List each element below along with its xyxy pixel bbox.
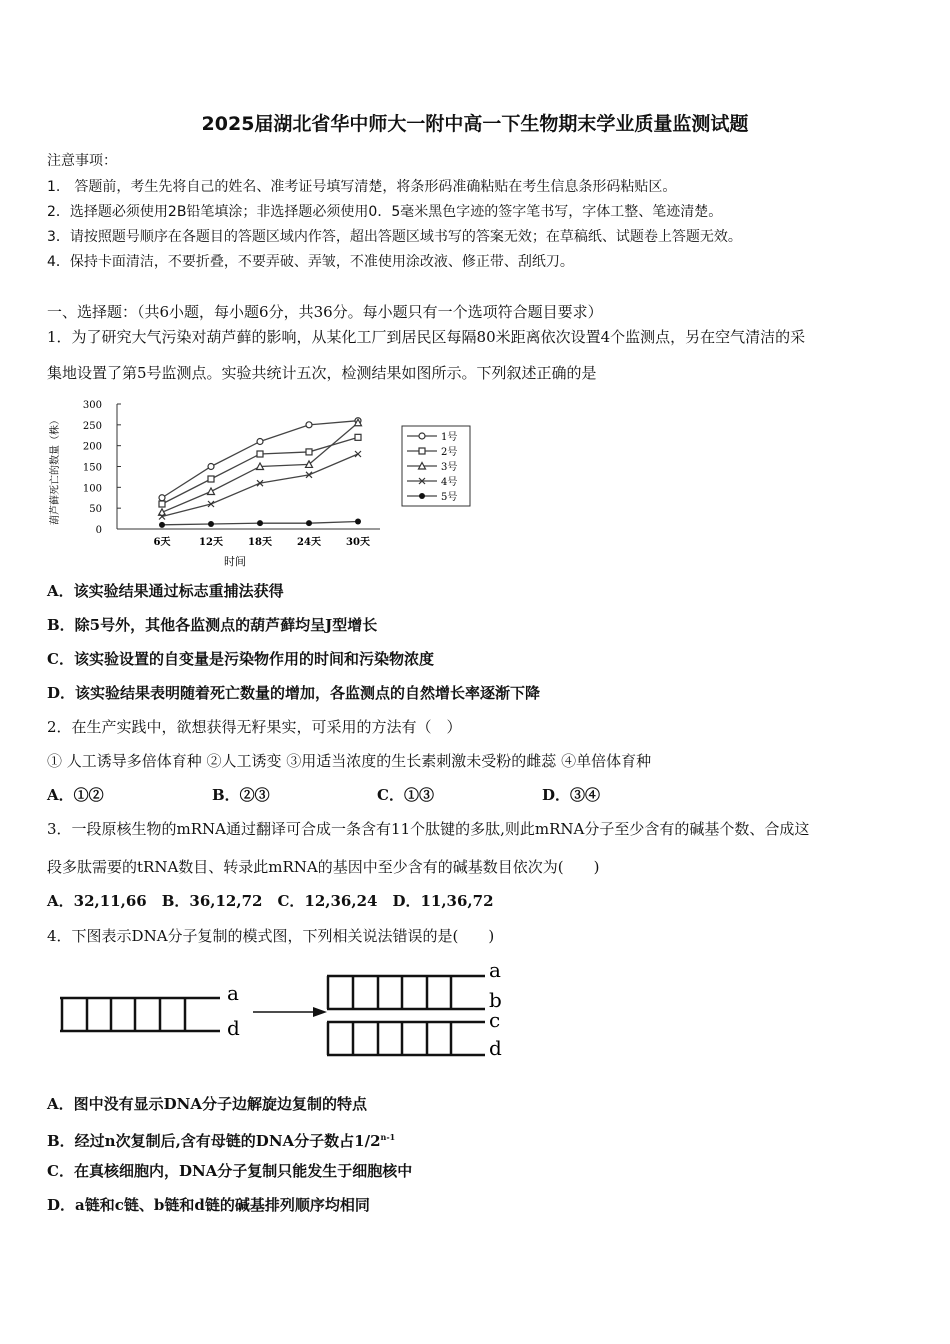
strand-label: a [227, 981, 239, 1005]
q2-option-a[interactable]: A．①② [47, 786, 104, 804]
legend-label: 1号 [441, 432, 458, 443]
q1-option-c[interactable]: C．该实验设置的自变量是污染物作用的时间和污染物浓度 [47, 650, 434, 668]
notice-item: 4．保持卡面清洁，不要折叠，不要弄破、弄皱，不准使用涂改液、修正带、刮纸刀。 [47, 254, 574, 270]
y-tick-label: 100 [82, 483, 102, 495]
q2-option-d[interactable]: D．③④ [542, 786, 601, 804]
data-point [355, 519, 361, 525]
q4-option-d[interactable]: D．a链和c链、b链和d链的碱基排列顺序均相同 [47, 1196, 370, 1214]
x-tick-label: 30天 [346, 537, 370, 548]
q1-option-a[interactable]: A．该实验结果通过标志重捕法获得 [47, 582, 284, 600]
data-point [306, 422, 312, 428]
data-point [208, 476, 214, 482]
q1-option-b[interactable]: B．除5号外，其他各监测点的葫芦藓均呈J型增长 [47, 616, 378, 634]
q1-option-d[interactable]: D．该实验结果表明随着死亡数量的增加，各监测点的自然增长率逐渐下降 [47, 684, 541, 702]
data-point [159, 522, 165, 528]
x-tick-label: 12天 [199, 537, 223, 548]
notice-item: 1. 答题前，考生先将自己的姓名、准考证号填写清楚，将条形码准确粘贴在考生信息条形码粘贴区。 [47, 179, 677, 195]
y-tick-label: 250 [82, 420, 102, 432]
data-point [257, 520, 263, 526]
y-axis-label: 葫芦藓死亡的数量（株） [50, 415, 61, 525]
strand-label: b [489, 988, 502, 1012]
data-point [208, 488, 215, 495]
legend-label: 2号 [441, 447, 458, 458]
data-point [355, 451, 361, 457]
legend-marker [419, 433, 425, 439]
notice-item: 2．选择题必须使用2B铅笔填涂；非选择题必须使用0．5毫米黑色字迹的签字笔书写，字体工整、笔迹清楚。 [47, 204, 723, 220]
x-tick-label: 24天 [297, 537, 321, 548]
q4-stem: 4．下图表示DNA分子复制的模式图，下列相关说法错误的是( ) [47, 927, 495, 945]
notice-item: 3．请按照题号顺序在各题目的答题区域内作答，超出答题区域书写的答案无效；在草稿纸、试题卷上答题无效。 [47, 229, 742, 245]
q3-stem: 段多肽需要的tRNA数目、转录此mRNA的基因中至少含有的碱基数目依次为( ) [47, 858, 600, 876]
q4-option-b-text: B．经过n次复制后,含有母链的DNA分子数占1/2 [47, 1132, 381, 1150]
line-chart [45, 395, 485, 575]
data-point [208, 464, 214, 470]
q3-options[interactable]: A．32,11,66 B．36,12,72 C．12,36,24 D．11,36,72 [47, 892, 494, 910]
y-tick-label: 0 [95, 525, 102, 536]
q2-option-c[interactable]: C．①③ [377, 786, 434, 804]
data-point [306, 520, 312, 526]
y-tick-label: 200 [82, 441, 102, 453]
q1-stem: 1．为了研究大气污染对葫芦藓的影响，从某化工厂到居民区每隔80米距离依次设置4个监测点，另在空气清洁的采 [47, 328, 806, 346]
legend-marker [419, 493, 425, 499]
q1-stem: 集地设置了第5号监测点。实验共统计五次，检测结果如图所示。下列叙述正确的是 [47, 364, 597, 382]
dna-replication-diagram [45, 955, 525, 1065]
q4-option-c[interactable]: C．在真核细胞内，DNA分子复制只能发生于细胞核中 [47, 1162, 413, 1180]
data-point [159, 495, 165, 501]
x-tick-label: 6天 [153, 537, 171, 548]
data-point [257, 451, 263, 457]
legend-marker [419, 448, 425, 454]
q3-stem: 3．一段原核生物的mRNA通过翻译可合成一条含有11个肽键的多肽,则此mRNA分子至少含有的碱基个数、合成这 [47, 820, 810, 838]
legend-label: 5号 [441, 492, 458, 503]
arrow-icon [313, 1007, 327, 1017]
strand-label: a [489, 958, 501, 982]
legend-label: 4号 [441, 477, 458, 488]
data-point [306, 449, 312, 455]
q2-stem: 2．在生产实践中，欲想获得无籽果实，可采用的方法有（ ） [47, 718, 462, 736]
series-line-1 [162, 421, 358, 498]
q4-option-a[interactable]: A．图中没有显示DNA分子边解旋边复制的特点 [47, 1095, 367, 1113]
y-tick-label: 50 [89, 504, 102, 516]
data-point [355, 434, 361, 440]
y-tick-label: 300 [82, 400, 102, 411]
data-point [257, 439, 263, 445]
q2-option-b[interactable]: B．②③ [212, 786, 270, 804]
strand-label: d [227, 1016, 240, 1040]
data-point [208, 521, 214, 527]
q2-options [47, 785, 707, 805]
notice-heading: 注意事项： [47, 153, 117, 169]
y-tick-label: 150 [82, 462, 102, 474]
exponent: n-1 [380, 1132, 396, 1142]
x-axis-label: 时间 [224, 555, 246, 568]
q4-option-b[interactable] [47, 1127, 395, 1151]
strand-label: c [489, 1008, 501, 1032]
legend-label: 3号 [441, 462, 458, 473]
page-title: 2025届湖北省华中师大一附中高一下生物期末学业质量监测试题 [201, 113, 749, 135]
q2-methods: ① 人工诱导多倍体育种 ②人工诱变 ③用适当浓度的生长素刺激未受粉的雌蕊 ④单倍体育种 [47, 752, 652, 770]
section-heading: 一、选择题：（共6小题，每小题6分，共36分。每小题只有一个选项符合题目要求） [47, 303, 603, 321]
x-tick-label: 18天 [248, 537, 272, 548]
data-point [159, 501, 165, 507]
strand-label: d [489, 1036, 502, 1060]
